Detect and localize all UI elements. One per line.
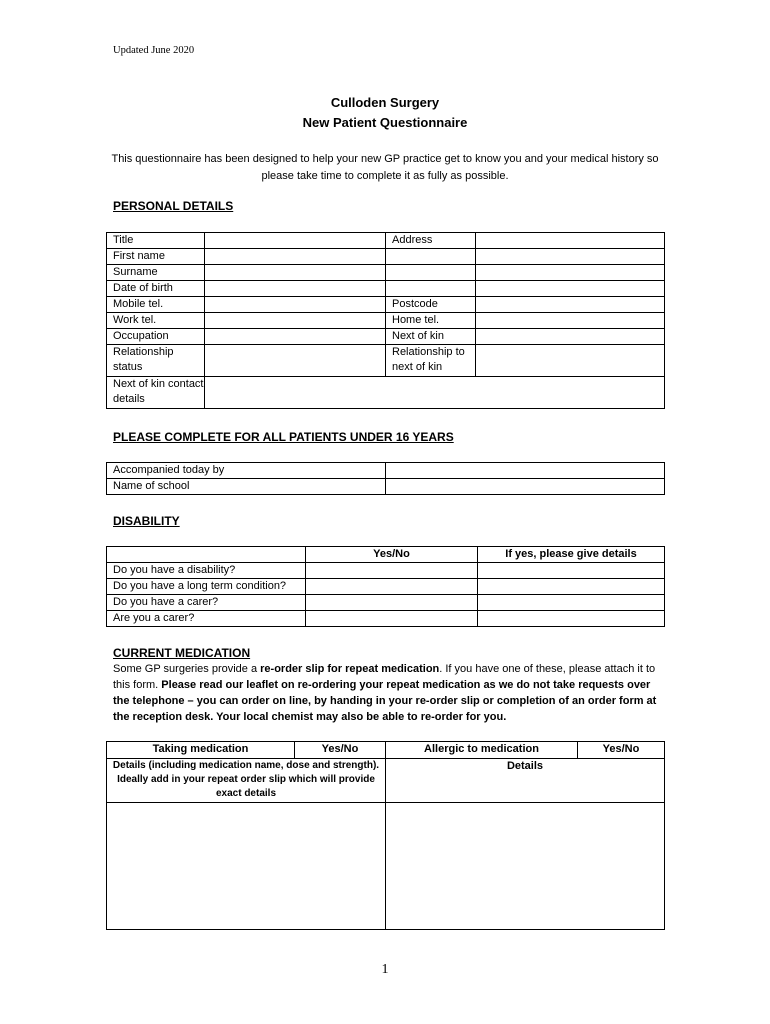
details-header: If yes, please give details [478, 547, 665, 563]
yes-no-header: Yes/No [306, 547, 478, 563]
next-of-kin-label: Next of kin [386, 329, 476, 345]
disability-table [106, 546, 665, 627]
occupation-field[interactable] [205, 329, 386, 345]
disability-yes-no-field[interactable] [306, 563, 478, 579]
first-name-label: First name [107, 249, 205, 265]
long-term-condition-question: Do you have a long term condition? [107, 579, 306, 595]
surgery-name: Culloden Surgery [330, 95, 440, 110]
updated-date: Updated June 2020 [113, 45, 195, 56]
address-line-4-value-field[interactable] [476, 281, 665, 297]
allergic-yes-no-header: Yes/No [578, 742, 665, 759]
allergy-details-header: Details [386, 759, 665, 803]
dob-field[interactable] [205, 281, 386, 297]
work-tel-label: Work tel. [107, 313, 205, 329]
address-line-4-field[interactable] [386, 281, 476, 297]
allergy-details-field[interactable] [386, 803, 665, 930]
address-line-3-value-field[interactable] [476, 265, 665, 281]
address-label: Address [386, 233, 476, 249]
dob-label: Date of birth [107, 281, 205, 297]
title-label: Title [107, 233, 205, 249]
title-field[interactable] [205, 233, 386, 249]
medication-table [106, 741, 665, 930]
taking-yes-no-header: Yes/No [295, 742, 386, 759]
have-carer-details-field[interactable] [478, 595, 665, 611]
page-number: 1 [381, 962, 389, 977]
medication-info-text [113, 661, 663, 725]
address-field[interactable] [476, 233, 665, 249]
have-carer-yes-no-field[interactable] [306, 595, 478, 611]
school-label: Name of school [107, 479, 386, 495]
medication-text-bold2: Please read our leaflet on re-ordering your repeat medication as we do not take requests over the telephone – you can order on line, by handing in your re-order slip or completion of an order form at the reception desk. Your local chemist may also be able to re-order for you. [113, 679, 657, 723]
under-16-table [106, 462, 665, 495]
medication-heading: CURRENT MEDICATION [113, 646, 251, 660]
nok-contact-field[interactable] [205, 377, 665, 409]
school-field[interactable] [386, 479, 665, 495]
nok-contact-label: Next of kin contact details [107, 377, 205, 409]
medication-details-field[interactable] [107, 803, 386, 930]
medication-text-part2: . If you have one of these, please attach it to this form. [113, 663, 656, 691]
mobile-label: Mobile tel. [107, 297, 205, 313]
under-16-heading: PLEASE COMPLETE FOR ALL PATIENTS UNDER 16 YEARS [113, 430, 454, 444]
address-line-3-field[interactable] [386, 265, 476, 281]
disability-details-field[interactable] [478, 563, 665, 579]
long-term-condition-yes-no-field[interactable] [306, 579, 478, 595]
address-line-2-field[interactable] [386, 249, 476, 265]
home-tel-label: Home tel. [386, 313, 476, 329]
disability-blank-header [107, 547, 306, 563]
accompanied-field[interactable] [386, 463, 665, 479]
surname-field[interactable] [205, 265, 386, 281]
disability-heading: DISABILITY [113, 514, 180, 528]
occupation-label: Occupation [107, 329, 205, 345]
intro-text: This questionnaire has been designed to help your new GP practice get to know you and your medical history so please take time to complete it as fully as possible. [111, 153, 659, 182]
medication-details-header: Details (including medication name, dose and strength). Ideally add in your repeat order slip which will provide exact details [107, 759, 386, 803]
personal-details-table [106, 232, 665, 409]
first-name-field[interactable] [205, 249, 386, 265]
mobile-field[interactable] [205, 297, 386, 313]
relationship-status-field[interactable] [205, 345, 386, 377]
relationship-status-label: Relationship status [107, 345, 205, 377]
home-tel-field[interactable] [476, 313, 665, 329]
postcode-field[interactable] [476, 297, 665, 313]
personal-details-heading: PERSONAL DETAILS [113, 199, 234, 213]
are-carer-question: Are you a carer? [107, 611, 306, 627]
surname-label: Surname [107, 265, 205, 281]
medication-text-bold1: re-order slip for repeat medication [260, 663, 440, 675]
address-line-2-value-field[interactable] [476, 249, 665, 265]
relationship-to-nok-field[interactable] [476, 345, 665, 377]
medication-text-part1: Some GP surgeries provide a [113, 663, 261, 675]
disability-question: Do you have a disability? [107, 563, 306, 579]
long-term-condition-details-field[interactable] [478, 579, 665, 595]
taking-medication-header: Taking medication [107, 742, 295, 759]
document-title: New Patient Questionnaire [302, 115, 468, 130]
next-of-kin-field[interactable] [476, 329, 665, 345]
accompanied-label: Accompanied today by [107, 463, 386, 479]
relationship-to-nok-label: Relationship to next of kin [386, 345, 476, 377]
postcode-label: Postcode [386, 297, 476, 313]
are-carer-yes-no-field[interactable] [306, 611, 478, 627]
are-carer-details-field[interactable] [478, 611, 665, 627]
allergic-header: Allergic to medication [386, 742, 578, 759]
have-carer-question: Do you have a carer? [107, 595, 306, 611]
work-tel-field[interactable] [205, 313, 386, 329]
